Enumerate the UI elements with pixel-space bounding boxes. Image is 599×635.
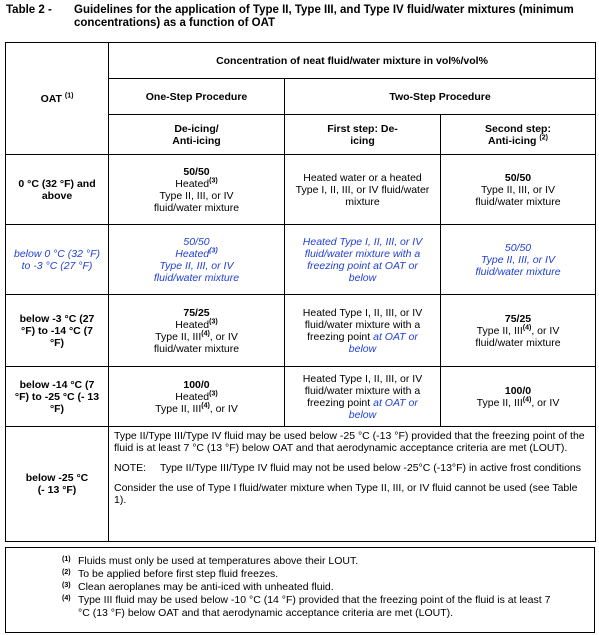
fluid-type-text: , or IV fluid/water mixture bbox=[475, 324, 561, 349]
first-step-description: Heated Type I, II, III, or IV fluid/water mixture with a freezing point at OAT or below bbox=[302, 235, 423, 284]
one-step-cell bbox=[109, 225, 285, 295]
oat-value: below -25 °C (- 13 °F) bbox=[25, 472, 89, 496]
footnote-ref: (4) bbox=[522, 396, 532, 403]
first-step-cell bbox=[285, 225, 441, 295]
table-title: Guidelines for the application of Type II, Type III, and Type IV fluid/water mixtures (minimum concentrations) as a function of OAT bbox=[74, 4, 574, 29]
ratio-value: 50/50 bbox=[183, 165, 210, 178]
fluid-description bbox=[112, 403, 281, 415]
footnote-ref: (4) bbox=[201, 330, 210, 337]
footnote-ref: (3) bbox=[209, 177, 218, 184]
oat-cell bbox=[6, 295, 109, 367]
first-step-highlight: at OAT or below bbox=[348, 396, 418, 421]
ratio-value: 50/50 bbox=[504, 241, 532, 254]
oat-cell bbox=[6, 427, 109, 542]
first-step-text: Heated Type I, II, III, or IV fluid/water mixture with a freezing point bbox=[302, 372, 423, 409]
fluid-description: Type II, III, or IV fluid/water mixture bbox=[475, 183, 561, 208]
second-step-cell bbox=[441, 155, 596, 225]
fluid-description: Type II, III, or IV fluid/water mixture bbox=[153, 259, 240, 284]
first-step-cell bbox=[285, 367, 441, 427]
below-25-notes-cell bbox=[109, 427, 596, 542]
second-step-header bbox=[441, 115, 596, 155]
one-step-cell bbox=[109, 367, 285, 427]
oat-cell bbox=[6, 367, 109, 427]
fluid-type-text: Type II, III bbox=[476, 396, 523, 409]
ratio-value: 75/25 bbox=[183, 306, 210, 319]
oat-value: 0 °C (32 °F) and above bbox=[18, 177, 96, 202]
oat-value: below 0 °C (32 °F) to -3 °C (27 °F) bbox=[13, 247, 100, 272]
footnote-text: Fluids must only be used at temperatures above their LOUT. bbox=[78, 555, 359, 567]
second-step-footnote: (2) bbox=[539, 134, 548, 141]
note-label: NOTE: bbox=[114, 462, 147, 474]
ratio-value: 75/25 bbox=[504, 312, 532, 325]
fluid-type-text: Type II, III bbox=[476, 324, 523, 337]
oat-header-footnote: (1) bbox=[64, 92, 74, 99]
fluid-type-text: , or IV fluid/water mixture bbox=[153, 330, 240, 355]
one-step-cell bbox=[109, 295, 285, 367]
first-step-cell bbox=[285, 295, 441, 367]
first-step-cell bbox=[285, 155, 441, 225]
first-step-description bbox=[296, 373, 430, 421]
oat-cell bbox=[6, 225, 109, 295]
fluid-type-text: , or IV bbox=[531, 396, 560, 409]
second-step-cell bbox=[441, 295, 596, 367]
oat-header bbox=[6, 43, 109, 155]
first-step-header bbox=[285, 115, 441, 155]
note-text: Type II/Type III/Type IV fluid may not be used below -25°C (-13°F) in active frost conditions bbox=[160, 462, 582, 474]
concentration-header: Concentration of neat fluid/water mixture in vol%/vol% bbox=[109, 43, 596, 79]
heated-label: Heated bbox=[175, 177, 210, 190]
below-25-paragraph: Type II/Type III/Type IV fluid may be used below -25 °C (-13 °F) provided that the freezing point of the fluid is at least 7 °C (13 °F) below OAT and that aerodynamic acceptance criteria are met (LOUT). bbox=[114, 430, 585, 454]
first-step-label: First step: De-icing bbox=[327, 122, 398, 147]
footnote-ref: (3) bbox=[209, 318, 218, 325]
table-row bbox=[6, 155, 596, 225]
heated-label: Heated bbox=[175, 247, 210, 260]
footnote-item: (2) To be applied before first step fluid freezes. bbox=[62, 568, 279, 580]
ratio-value: 50/50 bbox=[183, 235, 210, 248]
oat-header-label: OAT bbox=[40, 92, 62, 105]
table-row bbox=[6, 427, 596, 542]
deicing-antiicing-label: De-icing/ Anti-icing bbox=[172, 122, 221, 147]
first-step-description bbox=[296, 307, 430, 355]
fluid-type-text: , or IV bbox=[209, 402, 238, 415]
table-row bbox=[6, 225, 596, 295]
fluid-type-text: Type II, III bbox=[155, 402, 202, 415]
table-row bbox=[6, 295, 596, 367]
first-step-highlight: at OAT or below bbox=[348, 330, 418, 355]
one-step-cell bbox=[109, 155, 285, 225]
second-step-label: Second step: Anti-icing bbox=[485, 122, 551, 147]
footnote-item: (4) Type III fluid may be used below -10 °C (14 °F) provided that the freezing point of the fluid is at least 7 °C (13 °F) below OAT and that aerodynamic acceptance criteria are met (LOUT). bbox=[62, 594, 551, 619]
heated-label: Heated bbox=[175, 390, 210, 403]
ratio-value: 50/50 bbox=[504, 171, 532, 184]
oat-cell bbox=[6, 155, 109, 225]
note-block bbox=[114, 462, 590, 474]
fluid-description bbox=[137, 331, 257, 355]
fluid-guidelines-table bbox=[5, 42, 596, 542]
footnote-text: Type III fluid may be used below -10 °C (14 °F) provided that the freezing point of the fluid is at least 7 °C (13 °F) below OAT and that aerodynamic acceptance criteria are met (LOUT). bbox=[78, 594, 551, 619]
fluid-description bbox=[462, 325, 574, 349]
first-step-text: Heated Type I, II, III, or IV fluid/water mixture with a freezing point bbox=[302, 306, 423, 343]
footnote-ref: (4) bbox=[522, 324, 532, 331]
oat-value: below -14 °C (7 °F) to -25 °C (- 13 °F) bbox=[14, 378, 100, 415]
second-step-cell bbox=[441, 225, 596, 295]
footnote-item: (3) Clean aeroplanes may be anti-iced with unheated fluid. bbox=[62, 581, 334, 593]
footnote-text: Clean aeroplanes may be anti-iced with unheated fluid. bbox=[78, 581, 334, 593]
deicing-antiicing-header bbox=[109, 115, 285, 155]
fluid-description bbox=[444, 397, 592, 409]
table-number: Table 2 - bbox=[6, 4, 52, 16]
footnote-ref: (4) bbox=[201, 402, 210, 409]
footnote-ref: (3) bbox=[209, 247, 218, 254]
oat-value: below -3 °C (27 °F) to -14 °C (7 °F) bbox=[19, 312, 95, 349]
heated-label: Heated bbox=[175, 318, 210, 331]
two-step-header: Two-Step Procedure bbox=[285, 79, 596, 115]
ratio-value: 100/0 bbox=[504, 384, 532, 397]
table-row bbox=[6, 367, 596, 427]
fluid-description: Type II, III, or IV fluid/water mixture bbox=[475, 253, 561, 278]
footnote-item: (1) Fluids must only be used at temperatures above their LOUT. bbox=[62, 555, 359, 567]
second-step-cell bbox=[441, 367, 596, 427]
one-step-header: One-Step Procedure bbox=[109, 79, 285, 115]
fluid-type-text: Type II, III bbox=[155, 330, 202, 343]
first-step-description: Heated water or a heated Type I, II, III, or IV fluid/water mixture bbox=[295, 171, 430, 208]
ratio-value: 100/0 bbox=[183, 378, 210, 391]
footnote-ref: (3) bbox=[209, 390, 218, 397]
consider-paragraph: Consider the use of Type I fluid/water mixture when Type II, III, or IV fluid cannot be used (see Table 1). bbox=[114, 482, 578, 506]
fluid-description: Type II, III, or IV fluid/water mixture bbox=[153, 189, 240, 214]
footnotes-box bbox=[5, 547, 595, 633]
footnote-text: To be applied before first step fluid freezes. bbox=[78, 568, 279, 580]
